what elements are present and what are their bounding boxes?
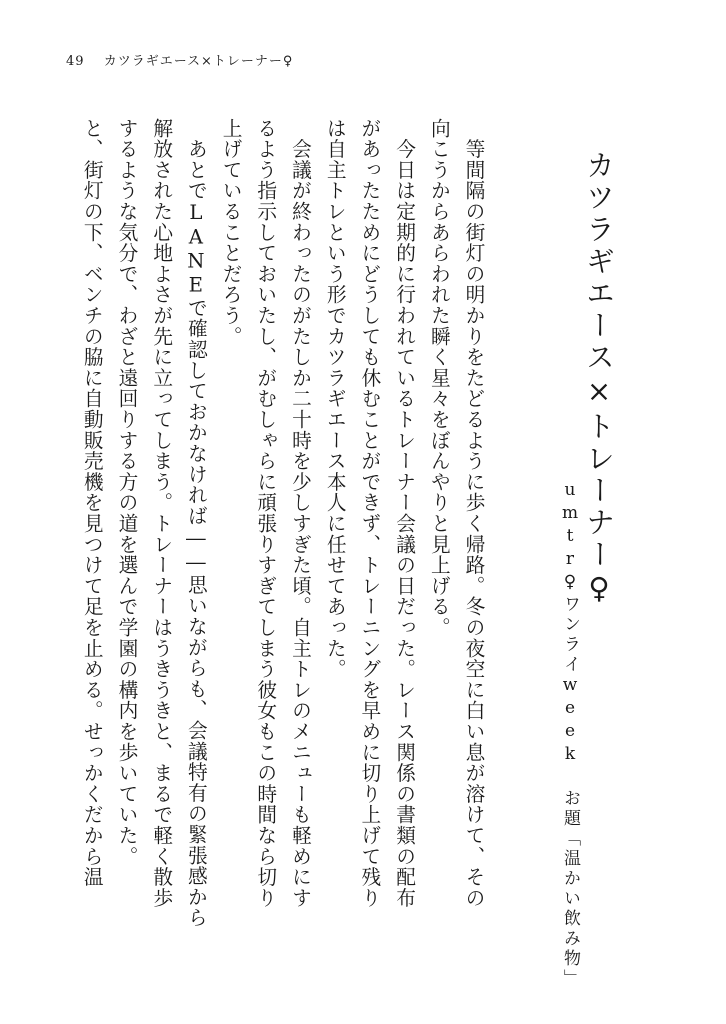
body-line: 今日は定期的に行われているトレーナー会議の日だった。レース関係の書類の配布: [392, 118, 416, 909]
story-subtitle: [560, 480, 580, 989]
running-title: カツラギエース×トレーナー♀: [103, 54, 294, 69]
body-line: があったためにどうしても休むことができず、トレーニングを早めに切り上げて残り: [357, 118, 381, 909]
body-line: と、街灯の下、ベンチの脇に自動販売機を見つけて足を止める。せっかくだから温: [80, 118, 104, 888]
running-header: [66, 50, 293, 69]
body-line: 向こうからあらわれた瞬く星々をぼんやりと見上げる。: [427, 118, 451, 638]
body-line: は自主トレという形でカツラギエース本人に任せてあった。: [323, 118, 347, 680]
subtitle-prompt: お題「温かい飲み物」: [560, 789, 580, 989]
page-number: 49: [66, 54, 85, 69]
body-line: 上げていることだろう。: [219, 118, 243, 347]
story-title: カツラギエース×トレーナー♀: [582, 150, 616, 608]
body-line: するような気分で、わざと遠回りする方の道を選んで学園の構内を歩いていた。: [114, 118, 138, 867]
body-text: [74, 118, 490, 928]
body-line: 等間隔の街灯の明かりをたどるように歩く帰路。冬の夜空に白い息が溶けて、その: [462, 118, 485, 909]
subtitle-source: umtr♀ワンライweek: [560, 480, 580, 767]
body-line: 会議が終わったのがたしか二十時を少しすぎた頃。自主トレのメニューも軽めにす: [288, 118, 312, 909]
body-line: 解放された心地よさが先に立ってしまう。トレーナーはうきうきと、まるで軽く散歩: [149, 118, 173, 909]
body-line: るよう指示しておいたし、がむしゃらに頑張りすぎてしまう彼女もこの時間なら切り: [253, 118, 277, 909]
body-line: あとでLANEで確認しておかなければ――思いながらも、会議特有の緊張感から: [184, 118, 208, 929]
